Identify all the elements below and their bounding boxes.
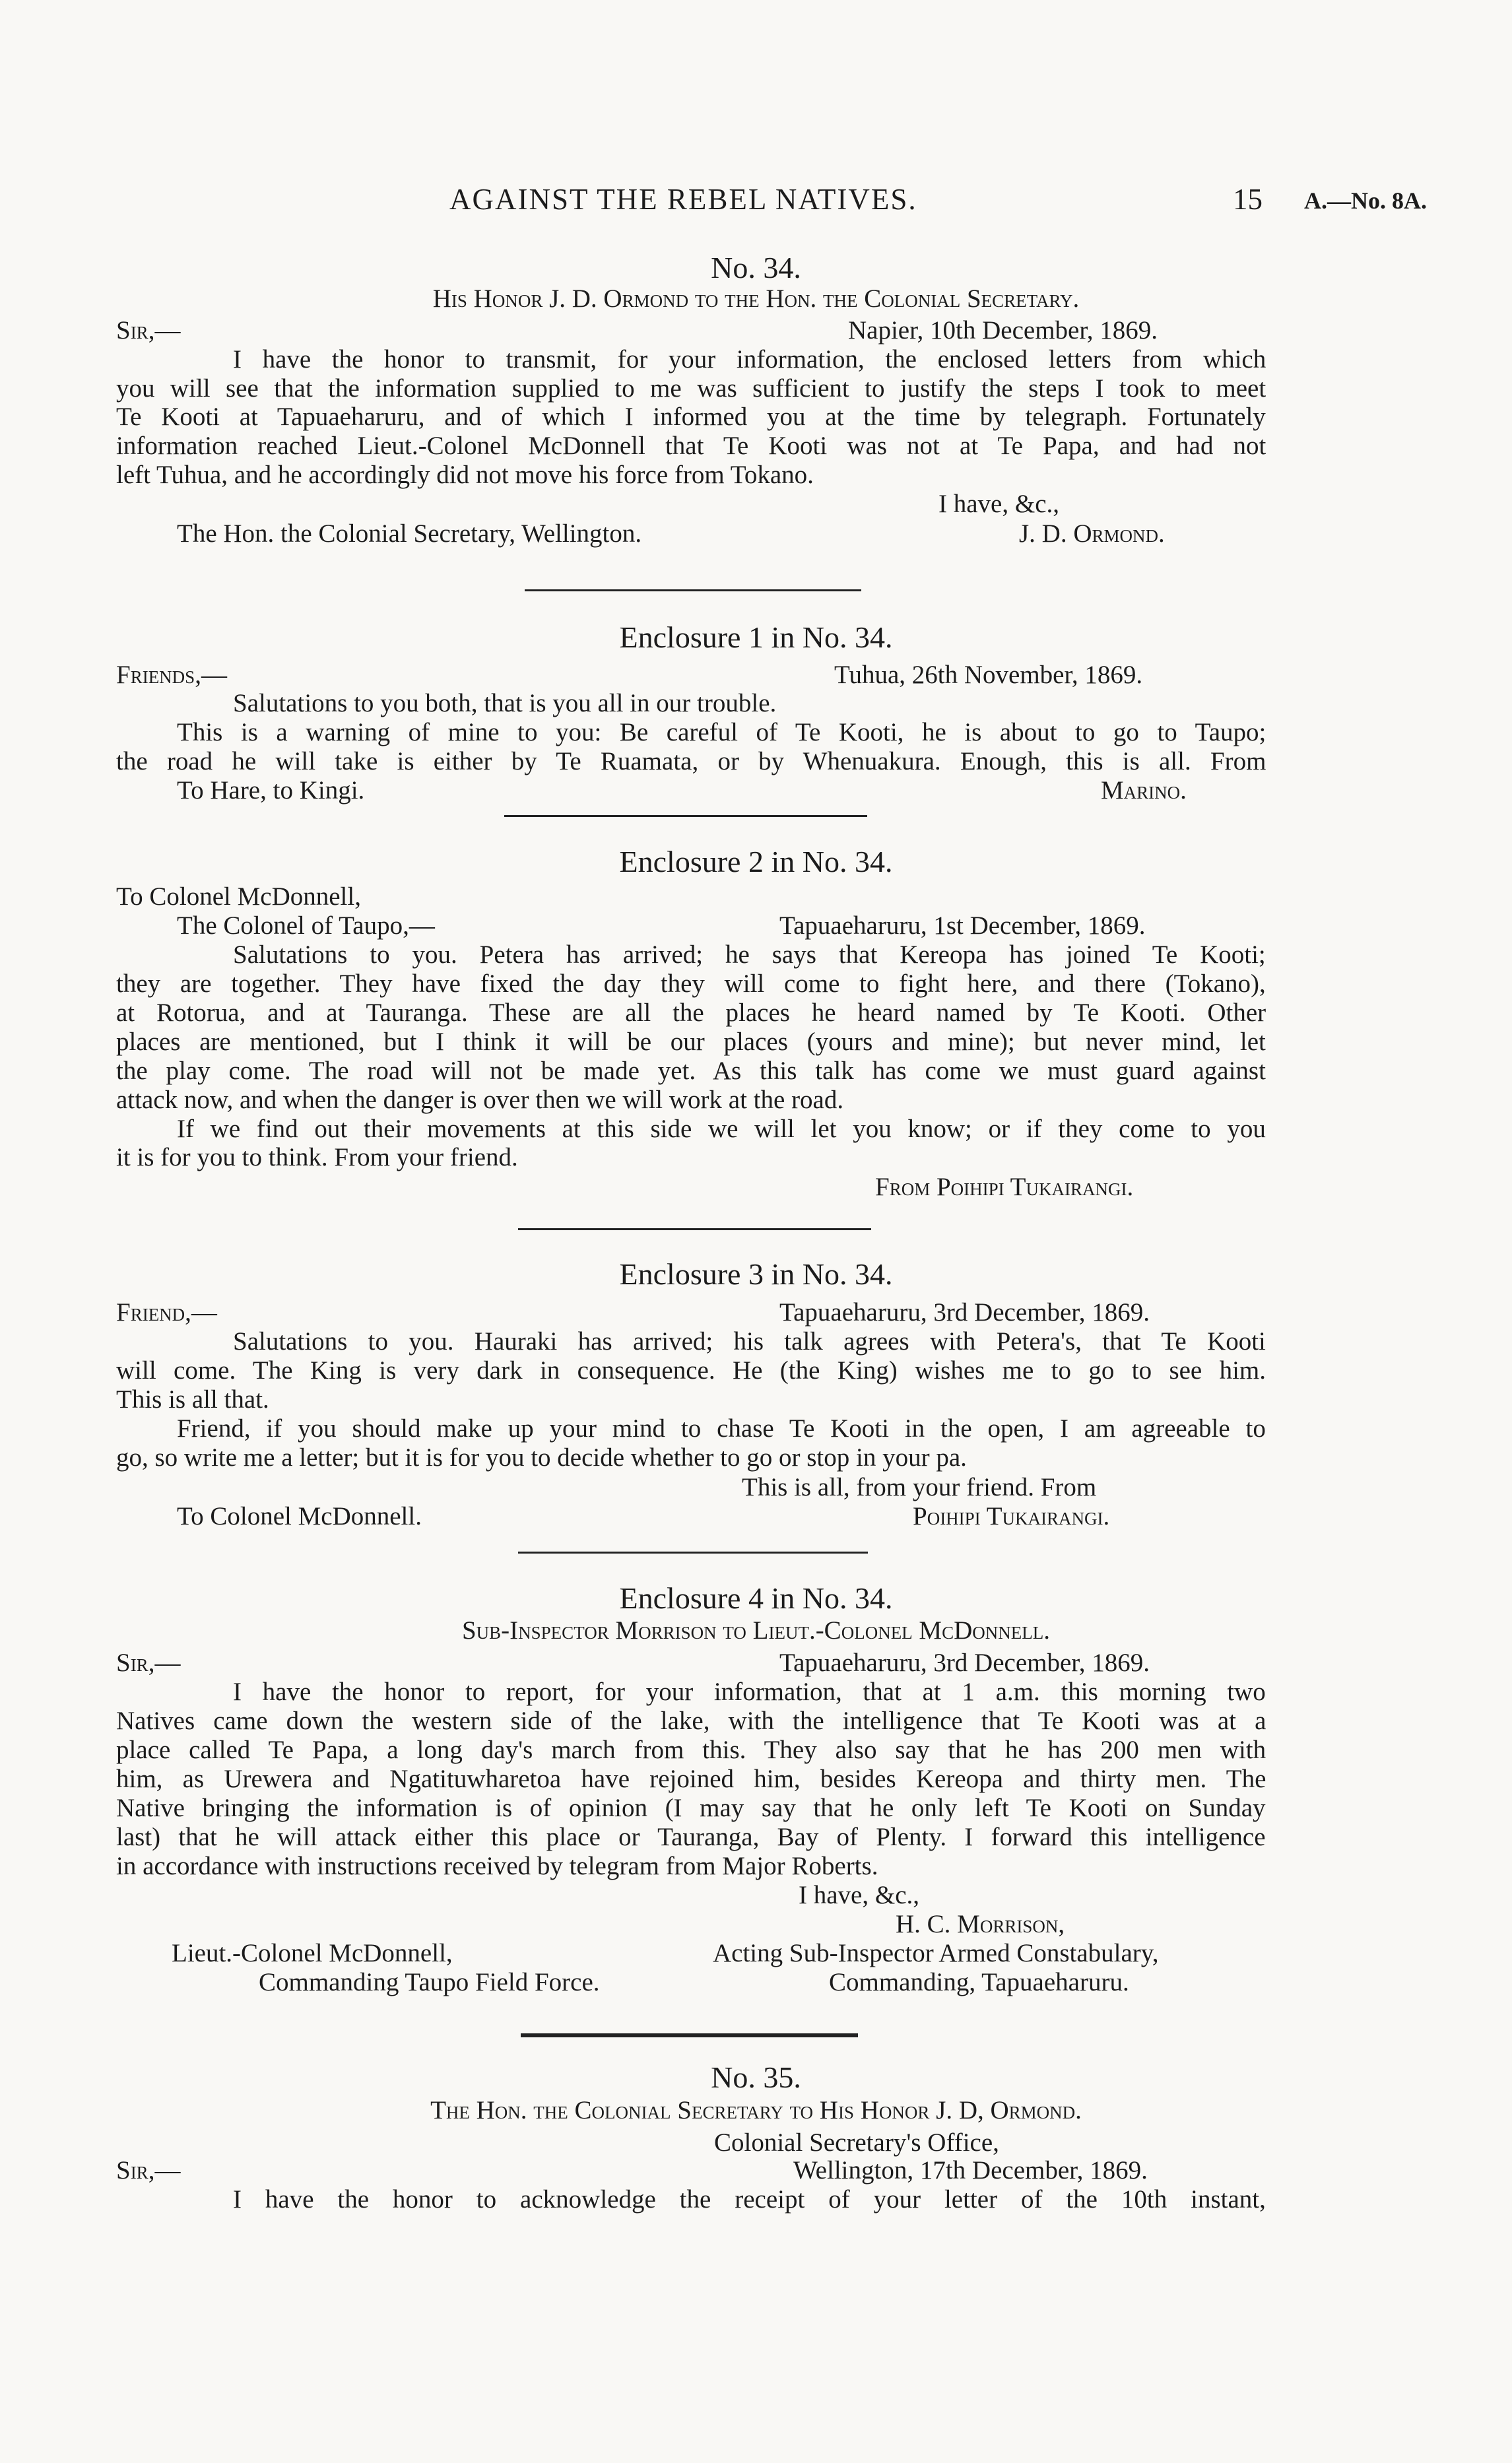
paragraph-line: Friend, if you should make up your mind to chase Te Kooti in the open, I am agreeable to (177, 1414, 1266, 1443)
signature-enc1: Marino. (1101, 776, 1187, 805)
letter-from-to-enc4: Sub-Inspector Morrison to Lieut.-Colonel McDonnell. (461, 1616, 1050, 1645)
addressee-enc3: To Colonel McDonnell. (177, 1502, 422, 1530)
paragraph-line: information reached Lieut.-Colonel McDonnell that Te Kooti was not at Te Papa, and had not (116, 432, 1266, 460)
paragraph-line: This is all that. (116, 1385, 269, 1414)
paragraph-line: in accordance with instructions received by telegram from Major Roberts. (116, 1852, 878, 1880)
paragraph-line: Salutations to you. Hauraki has arrived; his talk agrees with Petera's, that Te Kooti (233, 1327, 1266, 1356)
enclosure-heading-2: Enclosure 2 in No. 34. (619, 845, 893, 878)
signature-enc2: From Poihipi Tukairangi. (875, 1173, 1134, 1201)
letter-heading-no34: No. 34. (711, 251, 801, 284)
salutation-enc3: Friend,— (116, 1298, 217, 1327)
paragraph-line: the play come. The road will not be made yet. As this talk has come we must guard against (116, 1057, 1266, 1085)
enclosure-heading-1: Enclosure 1 in No. 34. (619, 620, 893, 654)
running-title: AGAINST THE REBEL NATIVES. (449, 183, 917, 216)
signature-title-enc4: Acting Sub-Inspector Armed Constabulary, (713, 1939, 1159, 1967)
place-date-enc1: Tuhua, 26th November, 1869. (834, 661, 1143, 689)
salutation-no34: Sir,— (116, 316, 181, 345)
section-divider (518, 1228, 871, 1230)
paragraph-line: last) that he will attack either this place or Tauranga, Bay of Plenty. I forward this intelligence (116, 1823, 1266, 1851)
paragraph-line: at Rotorua, and at Tauranga. These are all the places he heard named by Te Kooti. Other (116, 999, 1266, 1027)
paragraph-line: you will see that the information supplied to me was sufficient to justify the steps I took to meet (116, 374, 1266, 403)
page-number: 15 (1233, 183, 1263, 216)
paragraph-line: place called Te Papa, a long day's march from this. They also say that he has 200 men with (116, 1736, 1266, 1764)
addressee-line-enc4: Lieut.-Colonel McDonnell, (172, 1939, 453, 1967)
signature-title-enc4: Commanding, Tapuaeharuru. (829, 1968, 1129, 1996)
paragraph-line: Salutations to you both, that is you all in our trouble. (233, 689, 777, 717)
paragraph-line: Te Kooti at Tapuaeharuru, and of which I informed you at the time by telegraph. Fortunately (116, 403, 1266, 431)
paragraph-line: I have the honor to report, for your information, that at 1 a.m. this morning two (233, 1678, 1266, 1706)
paragraph-line: I have the honor to transmit, for your information, the enclosed letters from which (233, 345, 1266, 374)
paragraph-line: him, as Urewera and Ngatituwharetoa have rejoined him, besides Kereopa and thirty men. The (116, 1765, 1266, 1793)
paragraph-line: go, so write me a letter; but it is for you to decide whether to go or stop in your pa. (116, 1443, 967, 1472)
series-reference: A.—No. 8A. (1304, 187, 1427, 214)
place-date-enc4: Tapuaeharuru, 3rd December, 1869. (779, 1649, 1150, 1677)
section-divider (504, 815, 867, 817)
closing-enc4: I have, &c., (799, 1881, 920, 1909)
paragraph-line: they are together. They have fixed the day they will come to fight here, and there (Tokano), (116, 969, 1266, 998)
addressee-line-enc2: The Colonel of Taupo,— (177, 911, 435, 940)
place-date-enc3: Tapuaeharuru, 3rd December, 1869. (779, 1298, 1150, 1327)
salutation-enc4: Sir,— (116, 1649, 181, 1677)
signature-no34: J. D. Ormond. (1019, 519, 1165, 548)
enclosure-heading-3: Enclosure 3 in No. 34. (619, 1257, 893, 1291)
place-date-enc2: Tapuaeharuru, 1st December, 1869. (779, 911, 1146, 940)
closing-no34: I have, &c., (938, 490, 1060, 518)
letter-from-to-no35: The Hon. the Colonial Secretary to His Honor J. D, Ormond. (430, 2096, 1082, 2124)
addressee-line-enc2: To Colonel McDonnell, (116, 882, 361, 911)
paragraph-line: places are mentioned, but I think it will be our places (yours and mine); but never mind, let (116, 1028, 1266, 1056)
paragraph-line: attack now, and when the danger is over then we will work at the road. (116, 1086, 844, 1114)
section-divider (518, 1552, 868, 1554)
paragraph-line: Native bringing the information is of opinion (I may say that he only left Te Kooti on Sunday (116, 1794, 1266, 1822)
paragraph-line: If we find out their movements at this side we will let you know; or if they come to you (177, 1115, 1266, 1143)
place-date-no34: Napier, 10th December, 1869. (848, 316, 1158, 345)
addressee-enc1: To Hare, to Kingi. (177, 776, 365, 805)
paragraph-line: it is for you to think. From your friend. (116, 1143, 518, 1171)
paragraph-line: I have the honor to acknowledge the receipt of your letter of the 10th instant, (233, 2185, 1266, 2214)
letter-heading-no35: No. 35. (711, 2060, 801, 2094)
letter-from-to-no34: His Honor J. D. Ormond to the Hon. the Colonial Secretary. (432, 284, 1080, 313)
place-date-no35: Wellington, 17th December, 1869. (793, 2156, 1148, 2184)
addressee-no34: The Hon. the Colonial Secretary, Wellington. (177, 519, 642, 548)
paragraph-line: Natives came down the western side of the lake, with the intelligence that Te Kooti was at a (116, 1707, 1266, 1735)
addressee-line-enc4: Commanding Taupo Field Force. (259, 1968, 600, 1996)
signature-enc3: Poihipi Tukairangi. (913, 1502, 1110, 1530)
paragraph-line: Salutations to you. Petera has arrived; he says that Kereopa has joined Te Kooti; (233, 940, 1266, 969)
paragraph-line: This is a warning of mine to you: Be careful of Te Kooti, he is about to go to Taupo; (177, 718, 1266, 746)
office-no35: Colonial Secretary's Office, (714, 2128, 999, 2157)
section-divider (521, 2033, 858, 2037)
signature-enc4: H. C. Morrison, (896, 1910, 1065, 1938)
section-divider (525, 589, 861, 591)
salutation-no35: Sir,— (116, 2156, 181, 2184)
closing-enc3: This is all, from your friend. From (742, 1473, 1097, 1501)
paragraph-line: left Tuhua, and he accordingly did not move his force from Tokano. (116, 461, 814, 489)
paragraph-line: will come. The King is very dark in consequence. He (the King) wishes me to go to see him. (116, 1356, 1266, 1385)
enclosure-heading-4: Enclosure 4 in No. 34. (619, 1581, 893, 1615)
salutation-enc1: Friends,— (116, 661, 227, 689)
paragraph-line: the road he will take is either by Te Ruamata, or by Whenuakura. Enough, this is all. From (116, 747, 1266, 775)
